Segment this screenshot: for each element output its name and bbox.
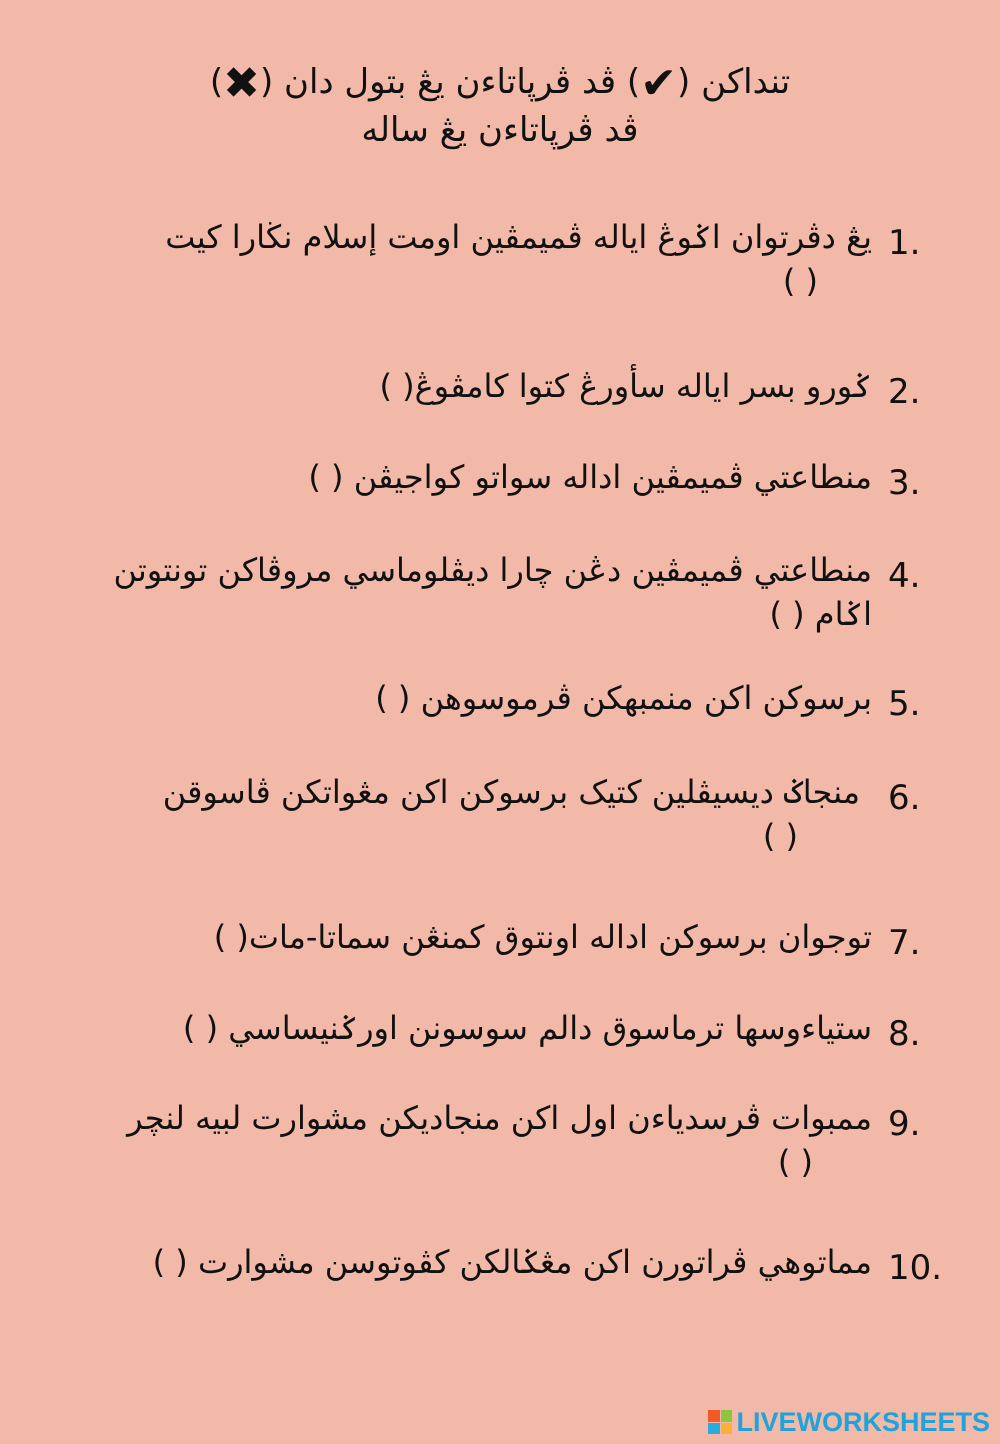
instruction-text-part: ) ڤد ڤرڽاتاءن يڠ بتول دان ( (259, 62, 641, 102)
liveworksheets-logo-icon (708, 1410, 732, 1434)
check-mark-icon: ✔ (640, 57, 678, 109)
question-number: 6. (888, 778, 921, 818)
answer-blank[interactable]: ( ) (762, 817, 798, 855)
answer-blank[interactable]: ( ) (782, 262, 818, 300)
cross-mark-icon: ✖ (223, 57, 260, 109)
question-2 (379, 364, 948, 412)
question-text-continued[interactable]: اݢام ( ) (769, 595, 872, 633)
question-4 (113, 548, 948, 636)
question-number: 4. (888, 556, 921, 596)
question-number: 2. (888, 372, 921, 412)
question-text[interactable]: توجوان برسوكن اداله اونتوق كمنڠن سماتا-مات( ) (213, 918, 872, 956)
question-number: 3. (888, 463, 921, 503)
question-number: 1. (888, 223, 921, 263)
question-number: 9. (888, 1104, 921, 1144)
question-number: 5. (888, 684, 921, 724)
question-5 (375, 676, 948, 724)
question-text[interactable]: برسوكن اكن منمبهكن ڤرموسوهن ( ) (375, 679, 872, 717)
question-3 (308, 455, 948, 503)
question-text: يڠ دڤرتوان اݢوڠ اياله ڤميمڤين اومت إسلام نڬارا كيت (165, 218, 872, 256)
question-text: منجاݢ ديسيڤلين كتيک برسوكن اكن مڠواتكن ڤاسوقن (162, 773, 860, 811)
question-text: منطاعتي ڤميمڤين دڠن چارا ديڤلوماسي مروڤاكن تونتوتن (113, 551, 872, 589)
question-8 (182, 1006, 948, 1054)
instruction-text-part: تنداكن ( (677, 62, 791, 102)
question-text[interactable]: ستياءوسها ترماسوق دالم سوسونن اورݢنيساسي ( ) (182, 1009, 872, 1047)
question-1 (165, 215, 948, 303)
question-text[interactable]: ݢورو بسر اياله سأورڠ كتوا كامڤوڠ( ) (379, 367, 872, 405)
instruction-line-2: ڤد ڤرڽاتاءن يڠ ساله (361, 110, 639, 150)
brand-name: LIVEWORKSHEETS (736, 1406, 990, 1437)
question-number: 8. (888, 1014, 921, 1054)
liveworksheets-brand (708, 1408, 990, 1436)
question-10 (152, 1240, 948, 1288)
question-text: ممبوات ڤرسدياءن اول اكن منجاديكن مشوارت لبيه لنچر (127, 1099, 872, 1137)
question-6 (163, 770, 948, 858)
question-number: 10. (888, 1248, 943, 1288)
instruction-text-part: ) (209, 62, 224, 102)
question-number: 7. (888, 923, 921, 963)
instruction-line-1 (0, 57, 1000, 109)
answer-blank[interactable]: ( ) (777, 1143, 813, 1181)
question-text[interactable]: منطاعتي ڤميمڤين اداله سواتو كواجيڤن ( ) (308, 458, 872, 496)
question-7 (213, 915, 948, 963)
question-text[interactable]: مماتوهي ڤراتورن اكن مڠݢالكن كڤوتوسن مشوارت ( ) (152, 1243, 872, 1281)
question-9 (127, 1096, 948, 1184)
